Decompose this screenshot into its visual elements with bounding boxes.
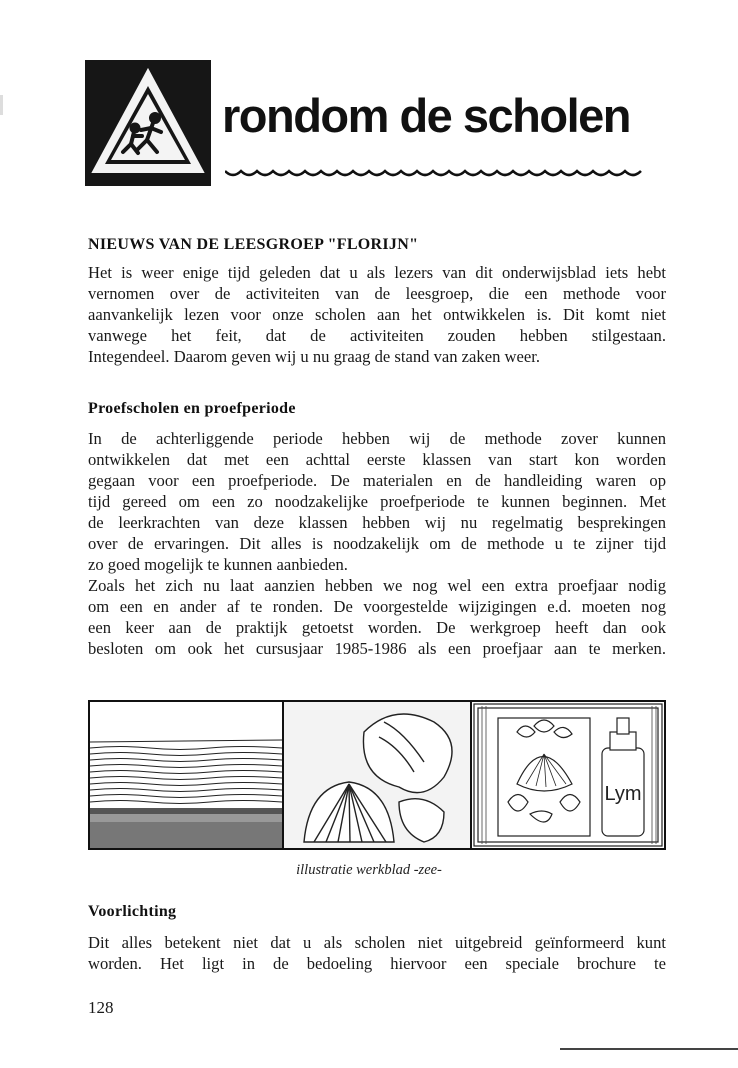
shells-drawing [284,702,470,848]
sea-waves-drawing [90,702,282,848]
wavy-underline [225,166,645,180]
page-title: rondom de scholen [222,89,630,142]
text-line: Dit alles betekent niet dat u als scholen niet uitgebreid geïnformeerd kunt [88,933,666,952]
scan-edge-line [560,1048,738,1050]
section-heading-voorlichting: Voorlichting [88,903,177,920]
shells-and-glue-drawing [472,702,664,848]
article-heading: NIEUWS VAN DE LEESGROEP "FLORIJN" [88,236,419,253]
text-line: Zoals het zich nu laat aanzien hebben we nog wel een extra proefjaar nodig [88,576,666,595]
text-line: worden. Het ligt in de bedoeling hiervoor een speciale brochure te [88,954,666,973]
section1-paragraph-1 [88,428,666,575]
text-line: Integendeel. Daarom geven wij u nu graag de stand van zaken weer. [88,347,540,366]
text-line: besloten om ook het cursusjaar 1985-1986 als een proefjaar aan te merken. [88,639,666,658]
text-line: over de ervaringen. Dit alles is noodzakelijk om de methode u te zijner tijd [88,534,666,553]
text-line: gegaan voor een proefperiode. De materialen en de handleiding waren op [88,471,666,490]
section1-paragraph-2 [88,575,666,659]
text-line: aanvankelijk lezen voor onze scholen aan het ontwikkelen is. Dit komt niet [88,305,666,324]
text-line: zo goed mogelijk te kunnen aanbieden. [88,555,348,574]
text-line: om een en ander af te ronden. De voorgestelde wijzigingen e.d. moeten nog [88,597,666,616]
text-line: vanwege het feit, dat de activiteiten zouden hebben stilgestaan. [88,326,666,345]
section-heading-proefscholen: Proefscholen en proefperiode [88,400,296,417]
text-line: vernomen over de activiteiten van de leesgroep, die een methode voor [88,284,666,303]
illustration-caption: illustratie werkblad -zee- [296,862,442,878]
page-number: 128 [88,998,114,1017]
section2-paragraph [88,932,666,974]
worksheet-illustration [88,700,666,850]
intro-paragraph [88,262,666,367]
text-line: de leerkrachten van deze klassen hebben wij nu regelmatig besprekingen [88,513,666,532]
text-line: tijd gereed om een zo noodzakelijke proefperiode te kunnen beginnen. Met [88,492,666,511]
school-crossing-sign-icon [85,60,211,186]
text-line: een keer aan de praktijk getoetst worden. De werkgroep heeft dan ook [88,618,666,637]
scan-mark [0,95,3,115]
glue-label: Lym [604,783,642,805]
text-line: Het is weer enige tijd geleden dat u als lezers van dit onderwijsblad iets hebt [88,263,666,282]
text-line: In de achterliggende periode hebben wij de methode zover kunnen [88,429,666,448]
text-line: ontwikkelen dat met een achttal eerste klassen van start kon worden [88,450,666,469]
